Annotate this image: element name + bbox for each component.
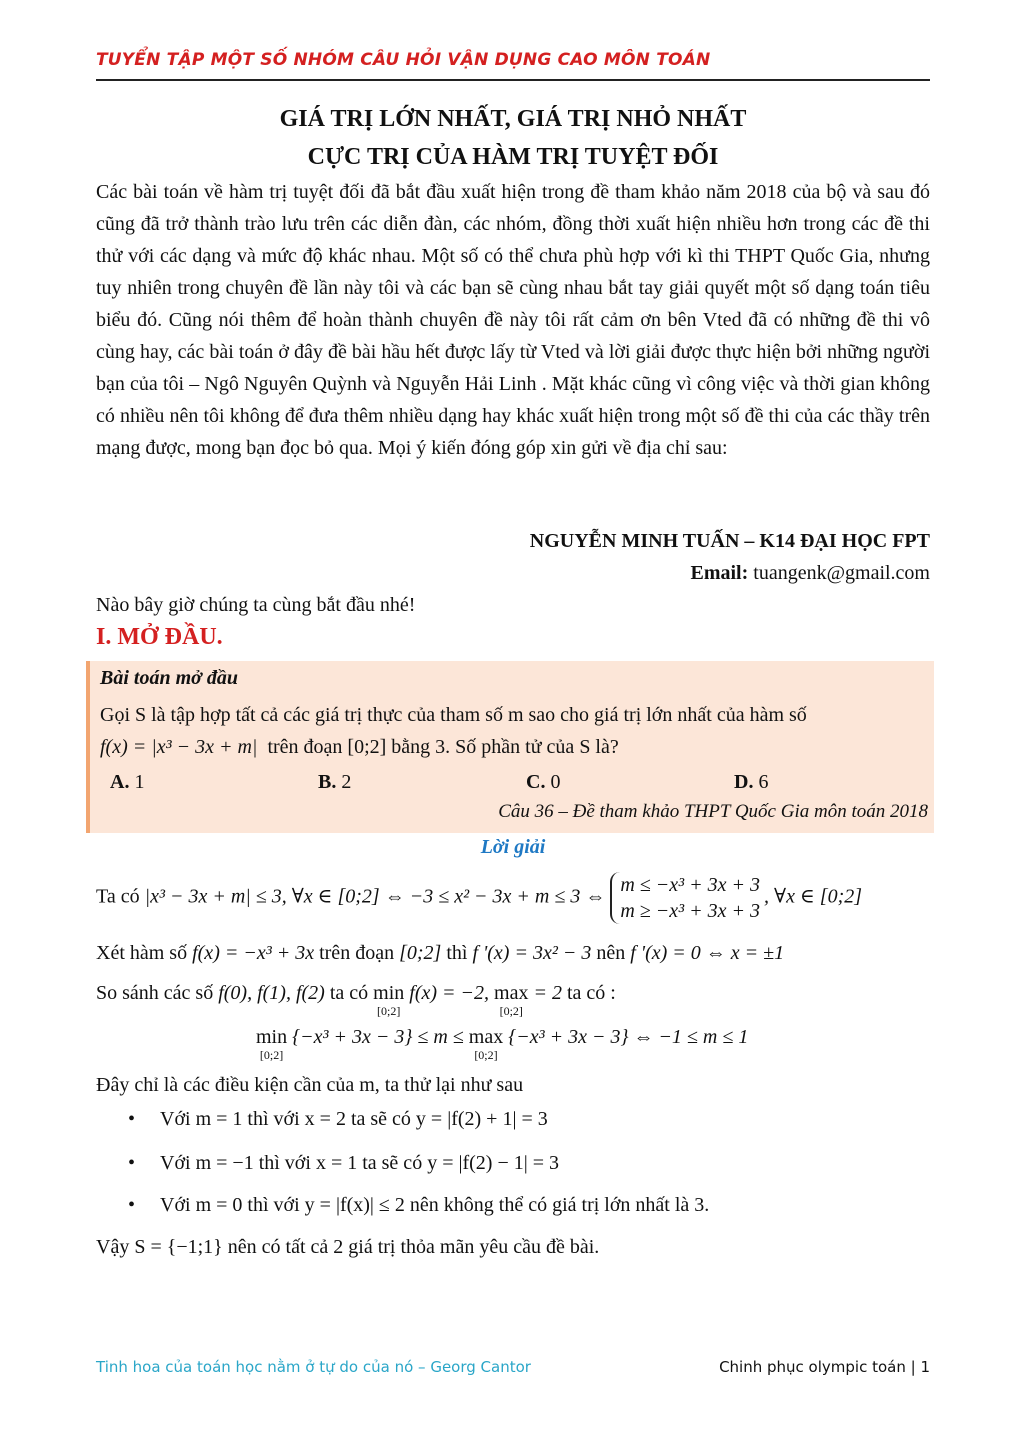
solution-line-1: Ta có |x³ − 3x + m| ≤ 3, ∀x ∈ [0;2] ⇔ −3 ≤ x² − 3x + m ≤ 3 ⇔ m ≤ −x³ + 3x + 3 m ≥ −x³ + 3x + 3, ∀x ∈ [0;2] bbox=[96, 874, 863, 922]
solution-line-3: So sánh các số f(0), f(1), f(2) ta có min [0;2] f(x) = −2, max [0;2] = 2 ta có : bbox=[96, 982, 616, 1018]
option-d: D. 6 bbox=[734, 771, 769, 793]
solution-conclusion: Vậy S = {−1;1} nên có tất cả 2 giá trị thỏa mãn yêu cầu đề bài. bbox=[96, 1236, 600, 1258]
problem-text-line-1: Gọi S là tập hợp tất cả các giá trị thực của tham số m sao cho giá trị lớn nhất của hàm số bbox=[100, 704, 807, 726]
problem-function: f(x) = |x³ − 3x + m| bbox=[100, 736, 258, 758]
bullet-dot: • bbox=[128, 1194, 136, 1216]
footer-page-label: Chinh phục olympic toán | 1 bbox=[719, 1358, 930, 1376]
page-title-line-2: CỰC TRỊ CỦA HÀM TRỊ TUYỆT ĐỐI bbox=[307, 144, 719, 170]
problem-text-line-2: trên đoạn [0;2] bằng 3. Số phần tử của S là? bbox=[267, 736, 619, 758]
solution-line-5: Đây chỉ là các điều kiện cần của m, ta thử lại như sau bbox=[96, 1074, 524, 1096]
option-b: B. 2 bbox=[318, 771, 352, 793]
author-email bbox=[691, 562, 931, 585]
intro-paragraph: Các bài toán về hàm trị tuyệt đối đã bắt đầu xuất hiện trong đề tham khảo năm 2018 của bộ và sau đó cũng đã trở thành trào lưu trên các diễn đàn, các nhóm, đồng thời xuất hiện nhiều hơn trong các đề thi thử với các dạng và mức độ khác nhau. Một số có thể chưa phù hợp với kì thi THPT Quốc Gia, nhưng tuy nhiên trong chuyên đề lần này tôi và các bạn sẽ cùng nhau bắt tay giải quyết một số dạng toán tiêu biểu đó. Cũng nói thêm để hoàn thành chuyên đề này tôi rất cảm ơn bên Vted đã có những đề thi vô cùng hay, các bài toán ở đây đề bài hầu hết được lấy từ Vted và lời giải được thực hiện bởi những người bạn của tôi – Ngô Nguyên Quỳnh và Nguyễn Hải Linh . Mặt khác cũng vì công việc và thời gian không có nhiều nên tôi không để đưa thêm nhiều dạng hay khác xuất hiện trong một số đề thi của các thầy trên mạng được, mong bạn đọc bỏ qua. Mọi ý kiến đóng góp xin gửi về địa chỉ sau: bbox=[96, 181, 930, 459]
option-c: C. 0 bbox=[526, 771, 561, 793]
bullet-item-3: Với m = 0 thì với y = |f(x)| ≤ 2 nên không thể có giá trị lớn nhất là 3. bbox=[160, 1194, 710, 1216]
bullet-item-2: Với m = −1 thì với x = 1 ta sẽ có y = |f(2) − 1| = 3 bbox=[160, 1152, 560, 1174]
email-value: tuangenk@gmail.com bbox=[753, 562, 930, 584]
problem-box bbox=[86, 661, 934, 833]
start-text: Nào bây giờ chúng ta cùng bắt đầu nhé! bbox=[96, 594, 416, 616]
problem-title: Bài toán mở đầu bbox=[100, 667, 238, 689]
option-a: A. 1 bbox=[110, 771, 145, 793]
inequality-system: m ≤ −x³ + 3x + 3 m ≥ −x³ + 3x + 3 bbox=[610, 872, 764, 924]
bullet-dot: • bbox=[128, 1108, 136, 1130]
page-header: TUYỂN TẬP MỘT SỐ NHÓM CÂU HỎI VẬN DỤNG CAO MÔN TOÁN bbox=[96, 50, 711, 70]
author-name: NGUYỄN MINH TUẤN – K14 ĐẠI HỌC FPT bbox=[529, 530, 930, 552]
problem-source: Câu 36 – Đề tham khảo THPT Quốc Gia môn toán 2018 bbox=[498, 801, 928, 822]
bullet-dot: • bbox=[128, 1152, 136, 1174]
problem-text bbox=[100, 699, 926, 763]
page-title-line-1: GIÁ TRỊ LỚN NHẤT, GIÁ TRỊ NHỎ NHẤT bbox=[279, 106, 747, 132]
solution-title: Lời giải bbox=[480, 836, 546, 858]
email-label: Email: bbox=[690, 562, 749, 584]
footer-quote: Tinh hoa của toán học nằm ở tự do của nó – Georg Cantor bbox=[96, 1358, 531, 1376]
section-title: I. MỞ ĐẦU. bbox=[96, 624, 223, 650]
bullet-item-1: Với m = 1 thì với x = 2 ta sẽ có y = |f(2) + 1| = 3 bbox=[160, 1108, 548, 1130]
solution-line-2: Xét hàm số f(x) = −x³ + 3x trên đoạn [0;2] thì f '(x) = 3x² − 3 nên f '(x) = 0 ⇔ x = ±1 bbox=[96, 942, 785, 964]
header-divider bbox=[96, 79, 930, 81]
solution-line-4: min [0;2] {−x³ + 3x − 3} ≤ m ≤ max [0;2] {−x³ + 3x − 3} ⇔ −1 ≤ m ≤ 1 bbox=[256, 1026, 749, 1062]
